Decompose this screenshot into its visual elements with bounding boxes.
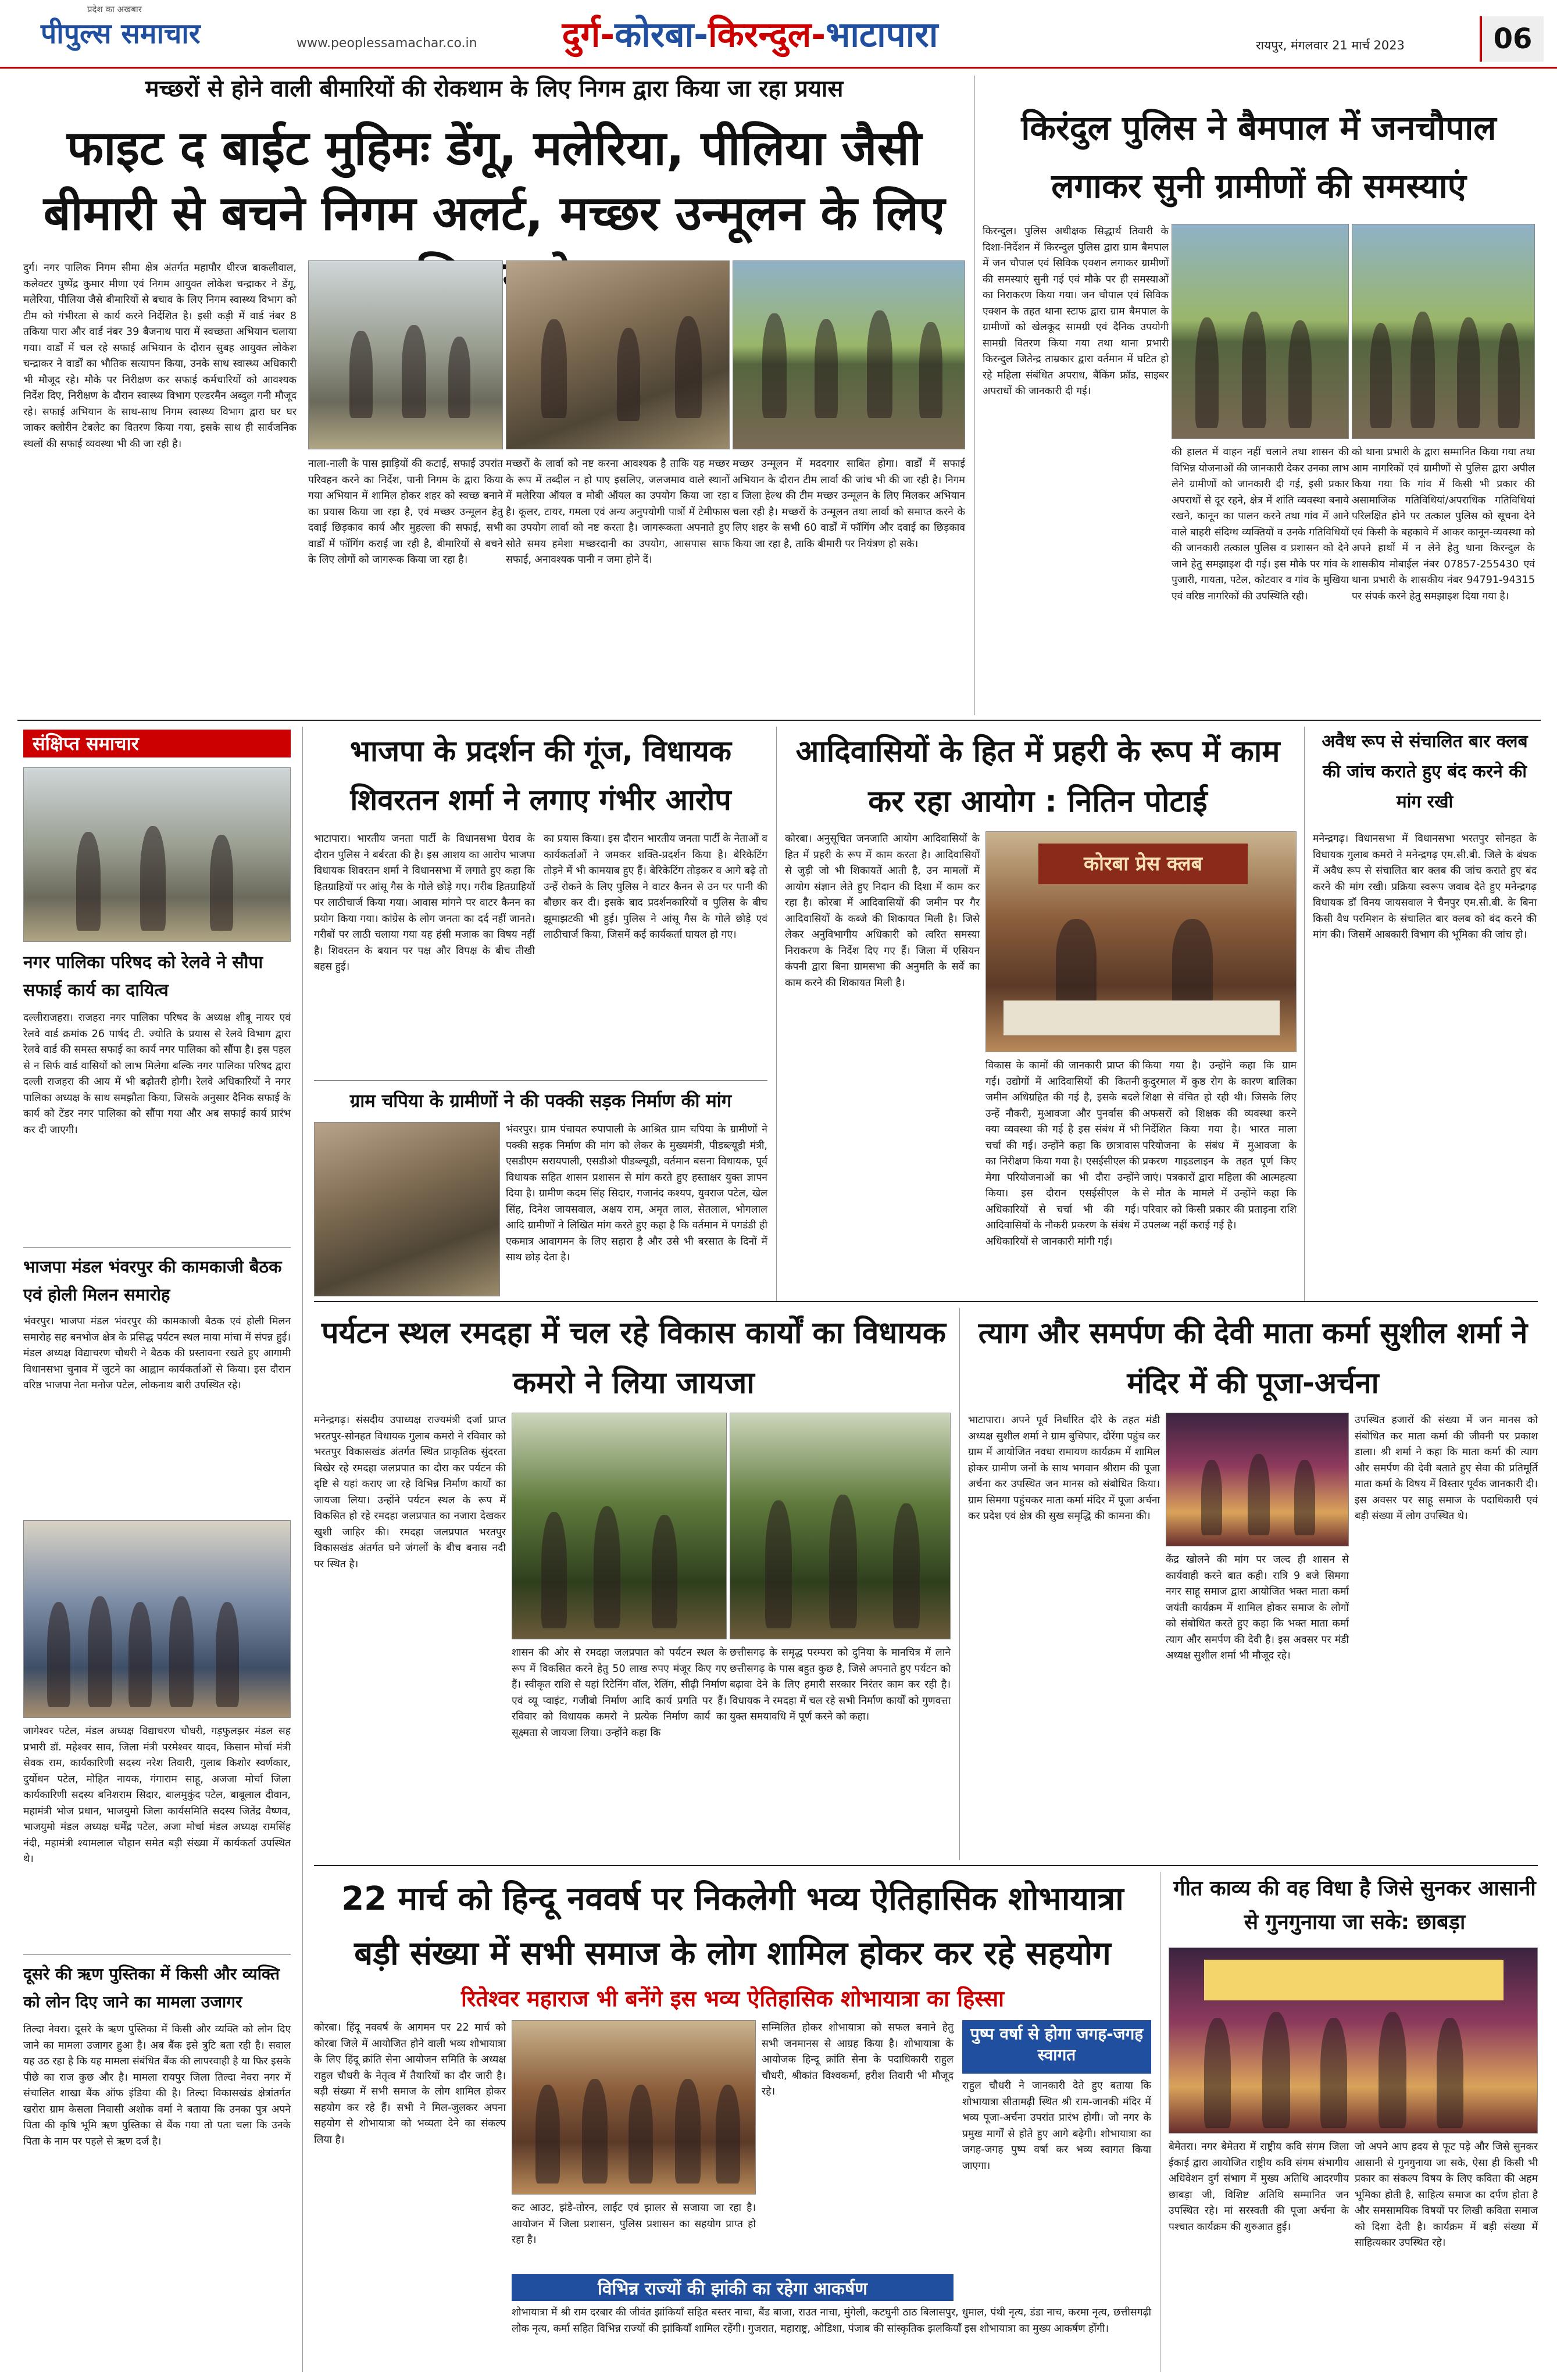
kirandul-col-3: को थाना प्रभारी के द्वारा सम्मानित किया गया तथा आम नागरिकों एवं ग्रामीणों से पुलिस द्वारा अपील किया गया कि गांव में किसी भी प्रकार की असामाजिक गतिविधियां/अपराधिक गतिविधियां परिलक्षित होने पर तत्काल पुलिस को सूचना देने एवं किसी के बहकावे में आकर कानून-व्यवस्था को अपने हाथों में न लेने हेतु थाना किरन्दुल के शासकीय मोबाईल नंबर 07857-255430 एवं थाना प्रभारी के शासकीय नंबर 94791-94315 पर संपर्क करने हेतु समझाइश दिया गया है। [1352, 446, 1535, 602]
karma-headline: त्याग और समर्पण की देवी माता कर्मा सुशील शर्मा ने मंदिर में की पूजा-अर्चना [978, 1316, 1528, 1400]
section-title-kirandul: किरन्दुल- [708, 15, 826, 55]
poetry-col-1: बेमेतरा। नगर बेमेतरा में राष्ट्रीय कवि संगम जिला ईकाई द्वारा आयोजित राष्ट्रीय कवि संगम संभागीय अधिवेशन दुर्ग संभाग में मुख्य अतिथि आदरणीय छाबड़ा जी, विशिष्ट अतिथि सम्मानित जन उपस्थित रहे। मां सरस्वती की पूजा अर्चना के पश्चात कार्यक्रम की शुरुआत हुई। [1169, 2141, 1349, 2233]
lead-col-4: मच्छर उन्मूलन में मददगार साबित होगा। वार्डों में सफाई अभियान के दौरान टीम लार्वा की जांच भी की जा रही है। निगम व जिला हेल्थ की टीम मच्छर उन्मूलन के लिए मिलकर अभियान चला रही है। मच्छरों के उन्मूलन तथा लार्वा को समाप्त करने के लिए शहर के सभी 60 वार्डों में फॉगिंग और दवाई का छिड़काव किया जा रहा है, ताकि बीमारी पर नियंत्रण हो सके। [733, 458, 965, 550]
website: www.peoplessamachar.co.in [297, 36, 477, 51]
poetry-col-2: जो अपने आप ह्रदय से फूट पड़े और जिसे सुनकर आसानी से गुनगुनाया जा सके, ऐसा ही किसी भी प्रकार का संकल्प विषय के लिए कविता की अहम भूमिका होती है, साहित्य समाज का दर्पण होता है और समसामयिक विषयों पर लिखी कविता समाज को दिशा देती है। कार्यक्रम में बड़ी संख्या में साहित्यकार उपस्थित रहे। [1355, 2141, 1538, 2249]
masthead [0, 0, 1557, 69]
brief-body-2b: जागेश्वर पटेल, मंडल अध्यक्ष विद्याचरण चौधरी, गड़फुलझर मंडल सह प्रभारी डॉ. महेश्वर साव, जिला मंत्री परमेश्वर यादव, किसान मोर्चा मंत्री सेवक राम, कार्यकारिणी सदस्य नरेश तिवारी, गुलाब किशोर स्वर्णकार, दुर्योधन पटेल, मोहित नायक, गंगाराम साहू, अजजा मोर्चा जिला कार्यकारिणी सदस्य बनिशराम सिदार, बालमुकुंद पटेल, बाबूलाल दीवान, महामंत्री भोज प्रधान, भाजयुमो जिला कार्यसमिति सदस्य जितेंद्र वैष्णव, भाजयुमो मंडल अध्यक्ष धर्मेंद्र पटेल, अजा मोर्चा मंडल अध्यक्ष रामसिंह नंदी, महामंत्री श्यामलाल चौहान समेत बड़ी संख्या में कार्यकर्ता उपस्थित थे। [23, 1725, 291, 1865]
nitin-col-2: विकास के कामों की जानकारी प्राप्त की गई। उद्योगों में आदिवासियों की कितनी जमीन अधिग्रहित की गई है, इसके बदले उन्हें नौकरी, मुआवजा और पुनर्वास की क्या व्यवस्था की गई है इस संबंध में भी चर्चा की गई। उन्होंने कहा कि छात्रावास का निरीक्षण किया गया है। एसईसीएल की मेगा परियोजनाओं का भी दौरा उन्होंने किया। इस दौरान एसईसीएल के अधिकारियों से चर्चा भी की गई। आदिवासियों के नौकरी प्रकरण के संबंध में अधिकारियों से जानकारी मांगी गई। [985, 1060, 1140, 1248]
navvarsh-flowers-label: पुष्प वर्षा से होगा जगह-जगह स्वागत [962, 2020, 1151, 2074]
poetry-photo-event [1169, 1947, 1538, 2134]
logo: पीपुल्स समाचार [41, 17, 201, 50]
dateline: रायपुर, मंगलवार 21 मार्च 2023 [1256, 38, 1405, 52]
navvarsh-subheadline: रितेश्वर महाराज भी बनेंगे इस भव्य ऐतिहासिक शोभायात्रा का हिस्सा [460, 1986, 1005, 2011]
logo-tag: प्रदेश का अखबार [87, 4, 142, 15]
navvarsh-col-3: सम्मिलित होकर शोभायात्रा को सफल बनाने हेतु सभी जनमानस से आग्रह किया है। शोभायात्रा के आयोजक हिन्दू क्रांति सेना के पदाधिकारी राहुल चौधरी, श्रीकांत विश्वकर्मा, हरीश तिवारी भी मौजूद रहे। [762, 2022, 954, 2097]
brief-headline-3: दूसरे की ऋण पुस्तिका में किसी और व्यक्ति को लोन दिए जाने का मामला उजागर [23, 1964, 280, 2011]
lead-col-2: नाला-नाली के पास झाड़ियों की कटाई, सफाई उपरांत परिवहन करने का निर्देश, पानी निगम के द्वारा किया गया अभियान में शामिल होकर शहर को स्वच्छ बनाने का प्रयास किया जा रहा है, एवं मच्छर उन्मूलन हेतु दवाई छिड़काव कार्य और मुहल्ला की सफाई, सभी वार्डों में फॉगिंग कराई जा रही है, बीमारियों से बचने के लिए लोगों को जागरूक किया जा रहा है। [308, 458, 503, 566]
brief-label: संक्षिप्त समाचार [23, 730, 291, 757]
navvarsh-photo-meeting [512, 2020, 756, 2195]
ramdaha-col-2: शासन की ओर से रमदहा जलप्रपात को पर्यटन स्थल के रूप में विकसित करने हेतु 50 लाख रुपए मंजूर किए गए हैं। स्वीकृत राशि से यहां रिटेनिंग वॉल, रेलिंग, सीढ़ी निर्माण एवं व्यू प्वाइंट, गजीबो निर्माण आदि कार्य प्रगति पर हैं। रविवार को विधायक कमरो ने प्रत्येक निर्माण कार्य का सूक्ष्मता से जायजा लिया। उन्होंने कहा कि [512, 1647, 727, 1739]
nitin-col-3: किया गया है। उन्होंने कहा कि ग्राम कुदुरमाल में कुष्ठ रोग के कारण बालिका शिक्षा से वंचित हो रही थी। जिसके लिए अफसरों को शिक्षक की व्यवस्था करने निर्देशित किया गया है। भारत माला परियोजना के संबंध में मुआवजा के प्रकरण गाइडलाइन के तहत पूर्ण किए जाएं। पत्रकारों द्वारा महिला की आत्महत्या से मौत के मामले में उन्होंने कहा कि परिवार को किसी प्रकार की प्रताड़ना राशि उपलब्ध नहीं कराई गई है। [1142, 1060, 1297, 1231]
poetry-headline: गीत काव्य की वह विधा है जिसे सुनकर आसानी से गुनगुनाया जा सके: छाबड़ा [1173, 1877, 1536, 1934]
navvarsh-headline: 22 मार्च को हिन्दू नववर्ष पर निकलेगी भव्य ऐतिहासिक शोभायात्रा बड़ी संख्या में सभी समाज के लोग शामिल होकर कर रहे सहयोग [341, 1880, 1124, 1972]
section-title [465, 10, 1035, 63]
nitin-headline: आदिवासियों के हित में प्रहरी के रूप में काम कर रहा आयोग : नितिन पोटाई [795, 734, 1280, 819]
lead-photo-cleanup-1 [308, 260, 503, 449]
navvarsh-flowers-body: राहुल चौधरी ने जानकारी देते हुए बताया कि शोभायात्रा सीतामढ़ी स्थित श्री राम-जानकी मंदिर में भव्य पूजा-अर्चना उपरांत प्रारंभ होगी। जो नगर के प्रमुख मार्गों से होते हुए आगे बढ़ेगी। शोभायात्रा का जगह-जगह पुष्प वर्षा कर भव्य स्वागत किया जाएगा। [962, 2080, 1151, 2172]
page-number: 06 [1480, 16, 1544, 62]
ramdaha-col-3: छत्तीसगढ़ के समृद्ध परम्परा को दुनिया के मानचित्र में लाने छत्तीसगढ़ के पास बहुत कुछ है, जिसे अपनाते हुए पर्यटन को बढ़ावा देने के लिए हमारी सरकार निरंतर काम कर रही है। विधायक ने रमदहा में चल रहे सभी निर्माण कार्यों को गुणवत्ता युक्त समयावधि में पूर्ण करने को कहा। [730, 1647, 951, 1723]
brief-headline-1: नगर पालिका परिषद को रेलवे ने सौपा सफाई कार्य का दायित्व [23, 952, 263, 1000]
lead-col-3: मच्छरों के लार्वा को नष्ट करना आवश्यक है ताकि यह मच्छर के रूप में तब्दील न हो पाए इसलिए, जलजमाव वाले स्थानों में मलेरिया ऑयल व मोबी ऑयल का उपयोग किया जा रहा है। कूलर, टायर, गमला एवं अन्य अनुपयोगी पात्रों में टेमीफास का उपयोग लार्वा को नष्ट करता है। जागरूकता अपनाते हुए सोते समय हमेशा मच्छरदानी का उपयोग, आसपास साफ सफाई, अनावश्यक पानी न जमा होने दें। [506, 458, 730, 566]
brief-body-1: दल्लीराजहरा। राजहरा नगर पालिका परिषद के अध्यक्ष शीबू नायर एवं रेलवे वार्ड क्रमांक 26 पार्षद टी. ज्योति के प्रयास से रेलवे विभाग द्वारा रेलवे वार्ड की समस्त सफाई का कार्य नगर पालिका को सौंपा है। इस पहल से न सिर्फ वार्ड वासियों को लाभ मिलेगा बल्कि नगर पालिका परिषद द्वारा दल्ली राजहरा की आय में भी बढ़ोतरी होगी। रेलवे अधिकारियों ने नगर पालिका अध्यक्ष के साथ समझौता किया, जिसके अनुसार दैनिक सफाई के कार्य को टेंडर नगर पालिका को सौंपा गया और अब सफाई कार्य प्रारंभ कर दी जाएगी। [23, 1012, 291, 1136]
navvarsh-states-label: विभिन्न राज्यों की झांकी का रहेगा आकर्षण [512, 2274, 954, 2301]
lead-photo-cleanup-2 [506, 260, 730, 449]
karma-col-2: केंद्र खोलने की मांग पर जल्द ही शासन से कार्यवाही करने बात कही। रात्रि 9 बजे सिमगा नगर साहू समाज द्वारा आयोजित भक्त माता कर्मा जयंती कार्यक्रम में शामिल होकर समाज के लोगों को संबोधित करते हुए कहा कि भक्त माता कर्मा त्याग और समर्पण की देवी है। इस अवसर पर मंडी अध्यक्ष सुशील शर्मा भी मौजूद रहे। [1166, 1554, 1349, 1661]
lead-photo-cleanup-3 [733, 260, 965, 449]
section-title-durg: दुर्ग- [562, 15, 615, 55]
lead-col-1: दुर्ग। नगर पालिक निगम सीमा क्षेत्र अंतर्गत महापौर धीरज बाकलीवाल, कलेक्टर पुष्पेंद्र कुमार मीणा एवं निगम आयुक्त लोकेश चन्द्राकर ने डेंगू, मलेरिया, पीलिया जैसे बीमारियों से बचाव के लिए निगम स्वास्थ्य विभाग को टीम को गंभीरता से कार्य करने निर्देशित है। इसी कड़ी में वार्ड नंबर 8 तकिया पारा और वार्ड नंबर 39 बैजनाथ पारा में स्वच्छता अभियान चलाया गया। वार्डों में चल रहे सफाई अभियान के दौरान सुबह आयुक्त लोकेश चन्द्राकर ने वार्डों का भौतिक सत्यापन किया, उनके साथ स्वास्थ्य अधिकारी भी मौजूद रहे। मौके पर निरीक्षण कर सफाई कर्मचारियों को आवश्यक निर्देश दिए, निरीक्षण के दौरान स्वास्थ्य विभाग एल्डरमैन अब्दुल गनी मौजूद रहे। सफाई अभियान के साथ-साथ निगम स्वास्थ्य विभाग द्वारा घर घर जाकर क्लोरीन टेबलेट का वितरण किया गया, इसके साथ ही सार्वजनिक स्थलों की सफाई व्यवस्था भी की जा रही है। [23, 262, 297, 450]
karma-photo-stage [1166, 1413, 1349, 1546]
kirandul-photo-chaupal-2 [1352, 224, 1535, 439]
karma-col-3: उपस्थित हजारों की संख्या में जन मानस को संबोधित कर माता कर्मा की जीवनी पर प्रकाश डाला। श्री शर्मा ने कहा कि माता कर्मा की त्याग और समर्पण की देवी बताते हुए सेवा की प्रतिमूर्ति माता कर्मा के विषय में विस्तार पूर्वक जानकारी दी। इस अवसर पर साहू समाज के पदाधिकारी एवं बड़ी संख्या में लोग उपस्थित थे। [1355, 1414, 1538, 1522]
brief-body-2: भंवरपुर। भाजपा मंडल भंवरपुर की कामकाजी बैठक एवं होली मिलन समारोह सह बनभोज क्षेत्र के प्रसिद्ध पर्यटन स्थल माया मांचा में संपन्न हुई। मंडल अध्यक्ष विद्याचरण चौधरी ने बैठक की प्रस्तावना रखते हुए आगामी विधानसभा चुनाव में जुटने का आह्वान कार्यकर्ताओं से किया। इस दौरान वरिष्ठ भाजपा नेता मनोज पटेल, लोकनाथ बारी उपस्थित रहे। [23, 1316, 291, 1391]
lead-headline: फाइट द बाईट मुहिमः डेंगू, मलेरिया, पीलिया जैसी बीमारी से बचने निगम अलर्ट, मच्छर उन्मूलन के लिए [43, 121, 945, 241]
chapiya-photo-road [314, 1122, 500, 1296]
kirandul-headline: किरंदुल पुलिस ने बैमपाल में जनचौपाल लगाकर सुनी ग्रामीणों की समस्याएं [1021, 108, 1497, 206]
kirandul-photo-chaupal-1 [1172, 224, 1349, 439]
section-title-korba: कोरबा- [615, 15, 709, 55]
brief-headline-2: भाजपा मंडल भंवरपुर की कामकाजी बैठक एवं होली मिलन समारोह [23, 1257, 282, 1305]
ramdaha-photo-1 [512, 1413, 727, 1639]
karma-col-1: भाटापारा। अपने पूर्व निर्धारित दौरे के तहत मंडी अध्यक्ष सुशील शर्मा ने ग्राम बुचिपार, दौरेंगा पहुंच कर ग्राम में आयोजित नवधा रामायण कार्यक्रम में शामिल होकर ग्रामीण जनों के साथ भगवान श्रीराम की पूजा अर्चना कर उपस्थित जन मानस को संबोधित किया। ग्राम सिमगा पहुंचकर माता कर्मा मंदिर में पूजा अर्चना कर प्रदेश एवं क्षेत्र की सुख समृद्धि की कामना की। [968, 1414, 1160, 1522]
ramdaha-photo-2 [730, 1413, 951, 1639]
navvarsh-col-2: कट आउट, झंडे-तोरन, लाईट एवं झालर से सजाया जा रहा है। आयोजन में जिला प्रशासन, पुलिस प्रशासन का सहयोग प्राप्त हो रहा है। [512, 2202, 756, 2246]
navvarsh-col-1: कोरबा। हिंदू नववर्ष के आगमन पर 22 मार्च को कोरबा जिले में आयोजित होने वाली भव्य शोभायात्रा के लिए हिंदू क्रांति सेना आयोजन समिति के अध्यक्ष राहुल चौधरी के नेतृत्व में तैयारियों का दौर जारी है। बड़ी संख्या में सभी समाज के लोग शामिल होकर सहयोग कर रहे हैं। सभी ने मिल-जुलकर अपना सहयोग से शोभायात्रा को भव्यता देने का संकल्प लिया है। [314, 2022, 506, 2146]
kirandul-col-1: किरन्दुल। पुलिस अधीक्षक सिद्धार्थ तिवारी के दिशा-निर्देशन में किरन्दुल पुलिस द्वारा ग्राम बैमपाल में जन चौपाल एवं सिविक एक्शन लगाकर ग्रामीणों की समस्याएं सुनी गई एवं मौके पर ही समस्याओं का निराकरण किया गया। जन चौपाल एवं सिविक एक्शन के तहत थाना स्टाफ द्वारा ग्राम बैमपाल के ग्रामीणों को खेलकूद सामग्री एवं दैनिक उपयोगी सामग्री वितरण किया गया तथा थाना प्रभारी किरन्दुल जितेन्द्र ताम्रकार द्वारा वर्तमान में घटित हो रहे महिला संबंधित अपराध, बैंकिंग फ्रॉड, साइबर अपराधों की जानकारी दी गई। [983, 226, 1169, 397]
brief-body-3: तिल्दा नेवरा। दूसरे के ऋण पुस्तिका में किसी और व्यक्ति को लोन दिए जाने का मामला उजागर हुआ है। अब बैंक इसे त्रुटि बता रही है। सवाल यह उठ रहा है कि यह मामला संबंधित बैंक की लापरवाही है या फिर इसके पीछे का राज कुछ और है। मामला रायपुर जिला तिल्दा नेवरा नगर में संचालित शाखा बैंक ऑफ इंडिया की है। तिल्दा विकासखंड क्षेत्रांतर्गत खरोरा ग्राम केसला निवासी अशोक वर्मा ने बताया कि उनका पुत्र अपने पिता की कृषि भूमि ऋण पुस्तिका से बैंक गया तो पता चला कि उनके पिता के नाम पर पहले से ऋण दर्ज है। [23, 2024, 291, 2147]
bjp-col-2: का प्रयास किया। इस दौरान भारतीय जनता पार्टी के नेताओं व कार्यकर्ताओं ने जमकर शक्ति-प्रदर्शन किया है। बेरिकेटिंग तोड़ने में भी कामयाब हुए हैं। बेरिकेटिंग तोड़कर व आगे बढ़े तो उन्हें रोकने के लिए पुलिस ने वाटर कैनन से उन पर पानी की बौछार कर दी। इसके बाद प्रदर्शनकारियों व पुलिस के बीच झूमाझटकी भी हुई। पुलिस ने आंसू गैस के गोले छोड़े एवं लाठीचार्ज किया, जिसमें कई कार्यकर्ता घायल हो गए। [544, 833, 767, 941]
navvarsh-states-body: शोभायात्रा में श्री राम दरबार की जीवंत झांकियाँ सहित बस्तर नाचा, बैंड बाजा, राउत नाचा, मुंगेली, कटघुनी ठाठ बिलासपुर, धुमाल, पंथी नृत्य, डंडा नाच, करमा नृत्य, छत्तीसगढ़ी लोक नृत्य, कर्मा सहित विभिन्न राज्यों की झांकियाँ शामिल रहेंगी। गुजरात, महाराष्ट्र, ओडिशा, पंजाब की सांस्कृतिक झलकियाँ इस शोभायात्रा का मुख्य आकर्षण होंगी। [512, 2307, 1151, 2335]
nitin-col-1: कोरबा। अनुसूचित जनजाति आयोग आदिवासियों के हित में प्रहरी के रूप में काम करता है। आदिवासियों से जुड़ी जो भी शिकायतें आती है, उन मामलों में आयोग संज्ञान लेते हुए निदान की दिशा में काम कर रहा है। कोरबा में आदिवासियों की जमीन पर गैर आदिवासियों के कब्जे की शिकायत मिली है। जिसे लेकर अनुविभागीय अधिकारी को त्वरित समस्या निराकरण के निर्देश दिए गए हैं। जिला में एसियन कंपनी द्वारा बिना ग्रामसभा की अनुमति के सर्वे का काम करने की शिकायत मिली है। [785, 833, 980, 989]
bjp-col-1: भाटापारा। भारतीय जनता पार्टी के विधानसभा घेराव के दौरान पुलिस ने बर्बरता की है। इस आशय का आरोप भाजपा विधायक शिवरतन शर्मा ने विधानसभा में लगाते हुए कहा कि हितग्राहियों पर आंसू गैस के गोले छोड़े गए। गरीब हितग्राहियों पर लाठीचार्ज किया गया। आवास मांगने पर वाटर कैनन का प्रयोग किया गया। कांग्रेस के लोग जनता का दर्द नहीं जानते। गरीबों पर लाठी चलाया गया यह हंसी मजाक का विषय नहीं है। शिवरतन के बयान पर पक्ष और विपक्ष के बीच तीखी बहस हुई। [314, 833, 535, 973]
chapiya-headline: ग्राम चपिया के ग्रामीणों ने की पक्की सड़क निर्माण की मांग [349, 1091, 732, 1112]
brief-photo-railway [23, 767, 291, 942]
bjp-headline: भाजपा के प्रदर्शन की गूंज, विधायक शिवरतन शर्मा ने लगाए गंभीर आरोप [349, 734, 732, 817]
illegal-headline: अवैध रूप से संचालित बार क्लब की जांच कराते हुए बंद करने की मांग रखी [1322, 731, 1528, 812]
nitin-photo-press-club: कोरबा प्रेस क्लब [985, 831, 1297, 1052]
chapiya-body: भंवरपुर। ग्राम पंचायत रुपापाली के आश्रित ग्राम चपिया के ग्रामीणों ने पक्की सड़क निर्माण की मांग को लेकर के मुख्यमंत्री, पीडब्ल्यूडी मंत्री, एसडीएम सरायपाली, एसडीओ पीडब्ल्यूडी, वर्तमान बसना विधायक, पूर्व विधायक सहित शासन प्रशासन से मांग करते हुए हस्ताक्षर युक्त ज्ञापन दिया है। ग्रामीण कदम सिंह सिदार, गजानंद कश्यप, युवराज पटेल, खेल सिंह, दिनेश जायसवाल, अक्षय राम, अमृत लाल, सेतलाल, भोगलाल आदि ग्रामीणों ने लिखित मांग करते हुए कहा है कि वर्तमान में पगडंडी ही एकमात्र आवागमन के लिए सहारा है और उसे भी बरसात के दिनों में साथ छोड़ देता है। [506, 1124, 767, 1263]
section-title-bhatapara: भाटापारा [826, 15, 938, 55]
ramdaha-col-1: मनेन्द्रगढ़। संसदीय उपाध्यक्ष राज्यमंत्री दर्जा प्राप्त भरतपुर-सोनहत विधायक गुलाब कमरो ने रविवार को भरतपुर विकासखंड अंतर्गत स्थित प्राकृतिक सुंदरता बिखेर रहे रमदहा जलप्रपात का दौरा कर पर्यटन की दृष्टि से यहां कराए जा रहे विभिन्न निर्माण कार्यों का जायजा लिया। उन्होंने पर्यटन स्थल के रूप में विकसित हो रहे रमदहा जलप्रपात का नजारा देखकर खुशी जाहिर की। रमदहा जलप्रपात भरतपुर विकासखंड अंतर्गत घने जंगलों के बीच बनास नदी पर स्थित है। [314, 1414, 506, 1570]
ramdaha-headline: पर्यटन स्थल रमदहा में चल रहे विकास कार्यों का विधायक कमरो ने लिया जायजा [322, 1316, 946, 1400]
illegal-body: मनेन्द्रगढ़। विधानसभा में विधानसभा भरतपुर सोनहत के विधायक गुलाब कमरो ने मनेन्द्रगढ़ एम.सी.बी. जिले के बंधक में अवैध रूप से संचालित बार क्लब की जांच कराते हुए बंद करने की मांग रखी। प्रक्रिया स्वरूप जवाब देते हुए मनेन्द्रगढ़ विधायक डॉ विनय जायसवाल ने चैनपुर एम.सी.बी. के बिना किसी वैध परमिशन के संचालित बार क्लब को बंद करने की मांग की। जिसमें आबकारी विभाग की भूमिका की जांच हो। [1313, 833, 1537, 941]
brief-photo-bjp-meeting [23, 1520, 291, 1718]
lead-kicker: मच्छरों से होने वाली बीमारियों की रोकथाम के लिए निगम द्वारा किया जा रहा प्रयास [145, 76, 844, 102]
kirandul-col-2: की हालत में वाहन नहीं चलाने तथा शासन की विभिन्न योजनाओं की जानकारी देकर उनका लाभ लेने ग्रामीणों को जानकारी दी गई, इसी प्रकार अपराधों से दूर रहने, क्षेत्र में शांति व्यवस्था बनाये रखने, कानून का पालन करने तथा गांव में आने वाले बाहरी संदिग्ध व्यक्तियों व उनके गतिविधियों की जानकारी तत्काल पुलिस व प्रशासन को देने जाने हेतु समझाइश दी गई। इस मौके पर गांव के पुजारी, गायता, पटेल, कोटवार व गांव के मुखिया एवं वरिष्ठ नागरिकों की उपस्थिति रही। [1172, 446, 1349, 602]
